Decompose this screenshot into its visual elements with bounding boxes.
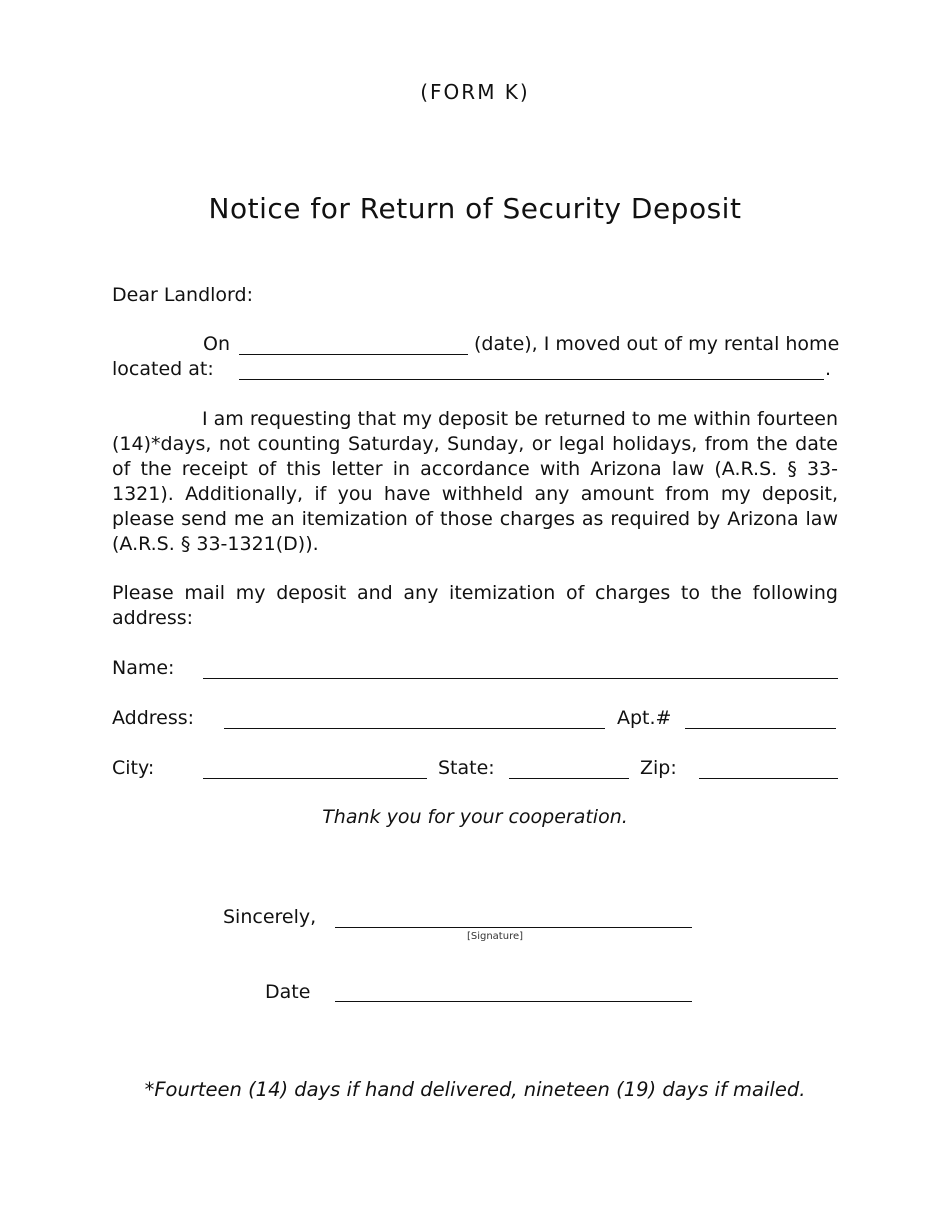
apt-label: Apt.#	[617, 707, 672, 729]
city-field[interactable]	[203, 778, 427, 779]
signature-caption: [Signature]	[466, 931, 524, 942]
address-label: Address:	[112, 707, 195, 729]
date-note: (date), I moved out of my rental home	[474, 333, 840, 355]
request-paragraph-text: I am requesting that my deposit be returned to me within fourteen (14)*days, not counting Saturday, Sunday, or legal holidays, from the date of the receipt of this letter in accordance with Arizona law (A.R.S. § 33-1321). Additionally, if you have withheld any amount from my deposit, please send me an itemization of those charges as required by Arizona law (A.R.S. § 33-1321(D)).	[112, 408, 838, 555]
on-label: On	[203, 333, 230, 355]
request-paragraph	[112, 407, 838, 557]
mail-paragraph: Please mail my deposit and any itemization of charges to the following address:	[112, 582, 838, 629]
date-field[interactable]	[335, 1001, 692, 1002]
salutation: Dear Landlord:	[112, 284, 253, 306]
rental-address-field[interactable]	[239, 379, 824, 380]
moveout-date-field[interactable]	[239, 354, 468, 355]
form-label: (FORM K)	[420, 80, 530, 104]
address-field[interactable]	[224, 728, 605, 729]
thanks-text: Thank you for your cooperation.	[322, 806, 628, 828]
located-period: .	[825, 358, 832, 380]
zip-field[interactable]	[699, 778, 838, 779]
name-label: Name:	[112, 657, 175, 679]
located-label: located at:	[112, 358, 214, 380]
apt-field[interactable]	[685, 728, 836, 729]
state-label: State:	[438, 757, 495, 779]
name-field[interactable]	[203, 678, 838, 679]
footnote: *Fourteen (14) days if hand delivered, nineteen (19) days if mailed.	[144, 1078, 806, 1101]
signature-field[interactable]	[335, 927, 692, 928]
sincerely-label: Sincerely,	[223, 906, 317, 928]
page-title: Notice for Return of Security Deposit	[208, 192, 742, 225]
date-label: Date	[265, 981, 311, 1003]
state-field[interactable]	[509, 778, 629, 779]
city-label: City:	[112, 757, 155, 779]
zip-label: Zip:	[640, 757, 677, 779]
